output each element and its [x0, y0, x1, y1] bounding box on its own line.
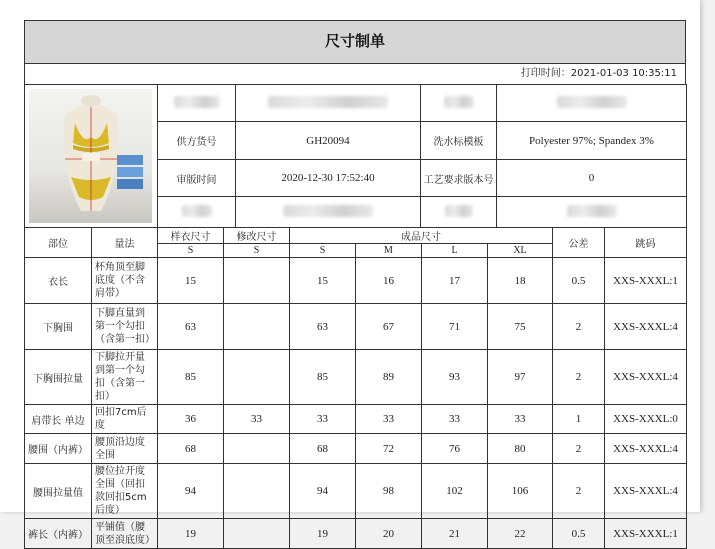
row-size-m: 72: [356, 434, 422, 464]
row-size-s: 19: [290, 519, 356, 549]
info-table: [24, 84, 687, 228]
row-method: 下脚直量到第一个勾扣（含第一扣）: [92, 304, 158, 350]
row-size-l: 21: [422, 519, 488, 549]
subheader-size-xl: XL: [488, 244, 553, 258]
supplier-code-label: 供方货号: [158, 122, 236, 160]
row-size-s: 68: [290, 434, 356, 464]
row-size-s: 33: [290, 405, 356, 434]
row-part: 衣长: [25, 258, 92, 304]
blurred-cell: [158, 197, 236, 228]
row-size-m: 98: [356, 464, 422, 519]
row-size-xl: 33: [488, 405, 553, 434]
process-version-value: 0: [497, 160, 687, 197]
size-spec-sheet: [24, 20, 686, 546]
header-modified-size: 修改尺寸: [224, 228, 290, 244]
measurement-table: [24, 227, 687, 258]
row-sample-size: 63: [158, 304, 224, 350]
row-jump: XXS-XXXL:4: [605, 304, 687, 350]
row-sample-size: 85: [158, 350, 224, 405]
row-method: 平铺值（腰顶至浪底度）: [92, 519, 158, 549]
row-tolerance: 2: [553, 304, 605, 350]
header-finished-size: 成品尺寸: [290, 228, 553, 244]
row-size-xl: 80: [488, 434, 553, 464]
row-size-xl: 18: [488, 258, 553, 304]
blurred-cell: [421, 85, 497, 122]
row-jump: XXS-XXXL:1: [605, 258, 687, 304]
subheader-modified: S: [224, 244, 290, 258]
row-sample-size: 68: [158, 434, 224, 464]
row-size-xl: 106: [488, 464, 553, 519]
row-tolerance: 2: [553, 350, 605, 405]
blurred-cell: [497, 85, 687, 122]
header-part: 部位: [25, 228, 92, 258]
wash-label-label: 洗水标模板: [421, 122, 497, 160]
subheader-size-s: S: [290, 244, 356, 258]
row-part: 腰围（内裤）: [25, 434, 92, 464]
row-size-xl: 75: [488, 304, 553, 350]
subheader-size-m: M: [356, 244, 422, 258]
row-size-m: 20: [356, 519, 422, 549]
table-row: [25, 434, 687, 464]
row-jump: XXS-XXXL:1: [605, 519, 687, 549]
row-size-xl: 22: [488, 519, 553, 549]
row-jump: XXS-XXXL:4: [605, 434, 687, 464]
table-row: [25, 304, 687, 350]
row-size-m: 89: [356, 350, 422, 405]
row-size-l: 102: [422, 464, 488, 519]
blurred-cell: [158, 85, 236, 122]
row-size-s: 85: [290, 350, 356, 405]
row-size-l: 71: [422, 304, 488, 350]
row-modified-size: [224, 434, 290, 464]
process-version-label: 工艺要求版本号: [421, 160, 497, 197]
row-method: 腰位拉开度全围（回扣款回扣5cm后度）: [92, 464, 158, 519]
row-sample-size: 15: [158, 258, 224, 304]
row-sample-size: 36: [158, 405, 224, 434]
row-jump: XXS-XXXL:0: [605, 405, 687, 434]
subheader-sample: S: [158, 244, 224, 258]
table-row: [25, 519, 687, 549]
background-boxes-image: [115, 151, 145, 191]
row-size-xl: 97: [488, 350, 553, 405]
subheader-size-l: L: [422, 244, 488, 258]
row-modified-size: [224, 304, 290, 350]
row-size-l: 93: [422, 350, 488, 405]
header-tolerance: 公差: [553, 228, 605, 258]
header-sample-size: 样衣尺寸: [158, 228, 224, 244]
row-part: 肩带长 单边: [25, 405, 92, 434]
row-method: 腰顶沿边度全围: [92, 434, 158, 464]
row-size-l: 76: [422, 434, 488, 464]
row-modified-size: [224, 258, 290, 304]
row-part: 下胸围拉量: [25, 350, 92, 405]
row-method: 杯角顶至脚底度（不含肩带）: [92, 258, 158, 304]
review-time-label: 审版时间: [158, 160, 236, 197]
row-tolerance: 1: [553, 405, 605, 434]
row-modified-size: [224, 350, 290, 405]
product-photo-cell: [25, 85, 158, 228]
table-row: [25, 350, 687, 405]
print-time: 打印时间：2021-01-03 10:35:11: [24, 64, 686, 84]
row-modified-size: 33: [224, 405, 290, 434]
row-sample-size: 19: [158, 519, 224, 549]
blurred-cell: [421, 197, 497, 228]
row-jump: XXS-XXXL:4: [605, 350, 687, 405]
row-tolerance: 2: [553, 464, 605, 519]
row-jump: XXS-XXXL:4: [605, 464, 687, 519]
row-part: 下胸围: [25, 304, 92, 350]
row-part: 裤长（内裤）: [25, 519, 92, 549]
table-row: [25, 258, 687, 304]
row-modified-size: [224, 519, 290, 549]
row-method: 下脚拉开量到第一个勾扣（含第一扣）: [92, 350, 158, 405]
row-modified-size: [224, 464, 290, 519]
row-tolerance: 2: [553, 434, 605, 464]
blurred-cell: [497, 197, 687, 228]
row-tolerance: 0.5: [553, 258, 605, 304]
header-method: 量法: [92, 228, 158, 258]
row-size-s: 15: [290, 258, 356, 304]
row-size-m: 67: [356, 304, 422, 350]
row-size-l: 17: [422, 258, 488, 304]
row-method: 回扣7cm后度: [92, 405, 158, 434]
supplier-code-value: GH20094: [236, 122, 421, 160]
row-sample-size: 94: [158, 464, 224, 519]
row-size-m: 16: [356, 258, 422, 304]
row-size-s: 63: [290, 304, 356, 350]
wash-label-value: Polyester 97%; Spandex 3%: [497, 122, 687, 160]
table-row: [25, 405, 687, 434]
product-photo: [29, 89, 152, 223]
row-size-s: 94: [290, 464, 356, 519]
review-time-value: 2020-12-30 17:52:40: [236, 160, 421, 197]
row-tolerance: 0.5: [553, 519, 605, 549]
blurred-cell: [236, 197, 421, 228]
measurement-body: [24, 257, 687, 549]
table-row: [25, 464, 687, 519]
row-size-m: 33: [356, 405, 422, 434]
document-title: 尺寸制单: [24, 20, 686, 64]
header-jump: 跳码: [605, 228, 687, 258]
row-size-l: 33: [422, 405, 488, 434]
blurred-cell: [236, 85, 421, 122]
row-part: 腰围拉量值: [25, 464, 92, 519]
